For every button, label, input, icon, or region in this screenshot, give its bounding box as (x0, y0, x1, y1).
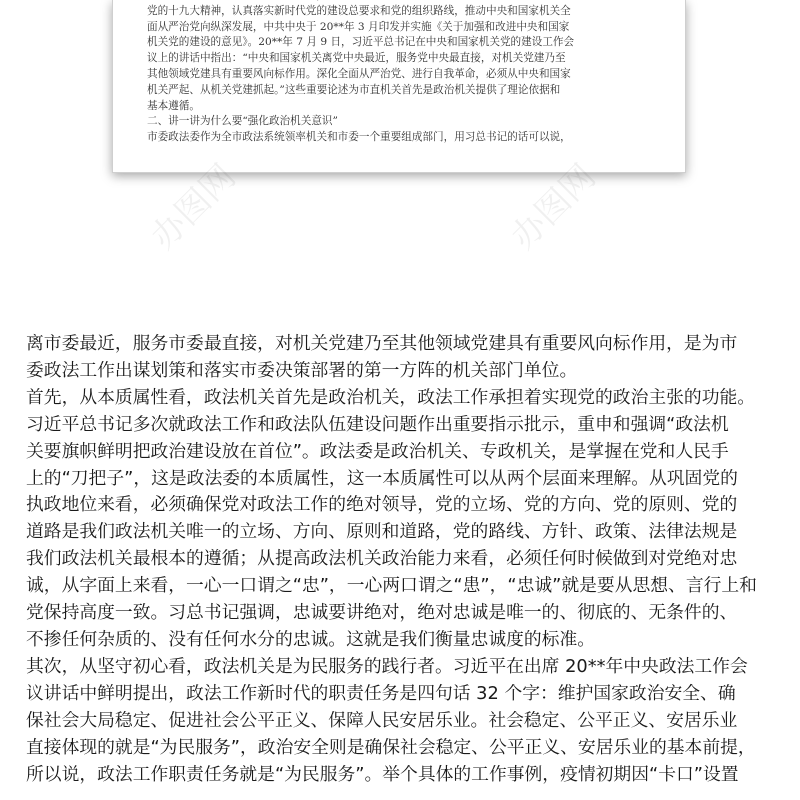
preview-text-block (147, 0, 655, 146)
main-text-block (26, 331, 778, 788)
preview-line: 机关严起、从机关党建抓起。”这些重要论述为市直机关首先是政治机关提供了理论依据和 (147, 83, 561, 96)
preview-line: 议上的讲话中指出：“中央和国家机关离党中央最近，服务党中央最直接，对机关党建乃至 (147, 52, 566, 65)
text-line: 其次，从坚守初心看，政法机关是为民服务的践行者。习近平在出席 20**年中央政法工作会 (26, 655, 748, 677)
preview-line: 面从严治党向纵深发展，中共中央于 20**年 3 月印发并实施《关于加强和改进中央和国家 (147, 20, 570, 33)
text-line: 议讲话中鲜明提出，政法工作新时代的职责任务是四句话 32 个字：维护国家政治安全、确 (26, 682, 736, 704)
preview-section-heading: 二、讲一讲为什么要“强化政治机关意识” (147, 115, 338, 128)
watermark: 办图网 (143, 156, 244, 258)
text-line: 离市委最近，服务市委最直接，对机关党建乃至其他领域党建具有重要风向标作用，是为市 (26, 333, 738, 354)
text-line: 诚，从字面上来看，一心一口谓之“忠”，一心两口谓之“患”，“忠诚”就是要从思想、言行上和 (26, 575, 757, 597)
text-line: 首先，从本质属性看，政法机关首先是政治机关，政法工作承担着实现党的政治主张的功能。 (26, 386, 756, 408)
watermark: 办图网 (503, 156, 604, 258)
text-line: 保社会大局稳定、促进社会公平正义、保障人民安居乐业。社会稳定、公平正义、安居乐业 (26, 709, 738, 731)
text-line: 上的“刀把子”，这是政法委的本质属性，这一本质属性可以从两个层面来理解。从巩固党的 (26, 467, 738, 489)
text-line: 不掺任何杂质的、没有任何水分的忠诚。这就是我们衡量忠诚度的标准。 (26, 628, 596, 650)
preview-line: 党的十九大精神，认真落实新时代党的建设总要求和党的组织路线，推动中央和国家机关全 (147, 4, 571, 17)
text-line: 所以说，政法工作职责任务就是“为民服务”。举个具体的工作事例，疫情初期因“卡口”设置 (26, 763, 739, 785)
text-line: 直接体现的就是“为民服务”，政治安全则是确保社会稳定、公平正义、安居乐业的基本前提， (26, 736, 756, 758)
document-preview-card (112, 0, 686, 173)
text-line: 党保持高度一致。习总书记强调，忠诚要讲绝对，绝对忠诚是唯一的、彻底的、无条件的、 (26, 602, 738, 624)
text-line: 道路是我们政法机关唯一的立场、方向、原则和道路，党的路线、方针、政策、法律法规是 (26, 521, 738, 543)
text-line: 习近平总书记多次就政法工作和政法队伍建设问题作出重要指示批示，重申和强调“政法机 (26, 413, 729, 435)
text-line: 委政法工作出谋划策和落实市委决策部署的第一方阵的机关部门单位。 (26, 359, 578, 381)
text-line: 执政地位来看，必须确保党对政法工作的绝对领导，党的立场、党的方向、党的原则、党的 (26, 494, 738, 516)
preview-line: 市委政法委作为全市政法系统领率机关和市委一个重要组成部门，用习总书记的话可以说， (147, 131, 571, 144)
preview-line: 其他领域党建具有重要风向标作用。深化全面从严治党、进行自我革命，必须从中央和国家 (147, 67, 571, 80)
text-line: 关要旗帜鲜明把政治建设放在首位”。政法委是政治机关、专政机关，是掌握在党和人民手 (26, 440, 729, 462)
preview-line: 基本遵循。 (147, 99, 200, 112)
preview-line: 机关党的建设的意见》。20**年 7 月 9 日，习近平总书记在中央和国家机关党的建设工作会 (147, 36, 575, 49)
text-line: 我们政法机关最根本的遵循；从提高政法机关政治能力来看，必须任何时候做到对党绝对忠 (26, 548, 738, 570)
